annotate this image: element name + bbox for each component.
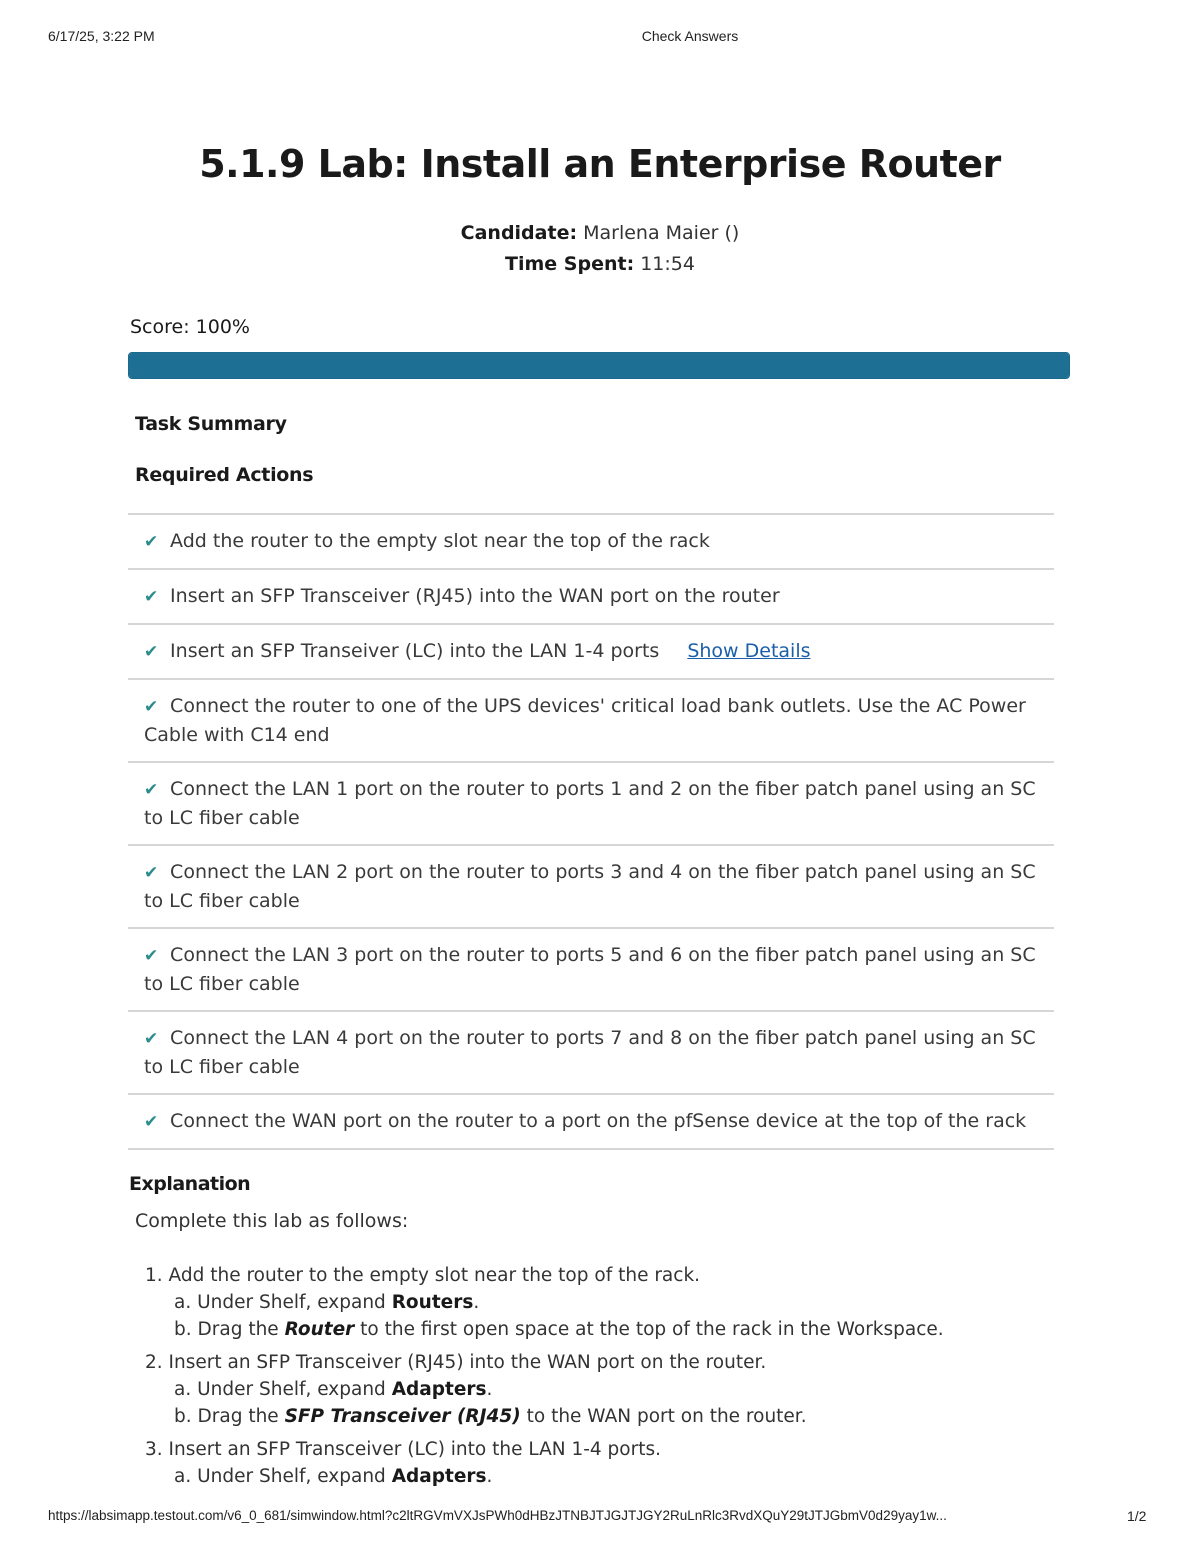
print-date: 6/17/25, 3:22 PM	[48, 28, 155, 44]
task-text: Add the router to the empty slot near the top of the rack	[170, 530, 710, 552]
substep-text: Under Shelf, expand	[197, 1292, 392, 1313]
required-actions-heading: Required Actions	[135, 464, 314, 486]
task-row	[128, 763, 1054, 846]
substep-a: a. Under Shelf, expand Adapters.	[174, 1379, 493, 1400]
step-line	[145, 1349, 1105, 1376]
substep-emphasis: Adapters	[391, 1466, 487, 1487]
substep-emphasis	[285, 1319, 355, 1340]
score-progress-bar	[128, 352, 1070, 379]
page-title: 5.1.9 Lab: Install an Enterprise Router	[199, 142, 1001, 186]
checkmark-icon: ✔	[144, 946, 159, 966]
step-number: 1.	[145, 1265, 163, 1286]
time-spent-label: Time Spent:	[505, 253, 635, 275]
task-text: Connect the LAN 3 port on the router to ports 5 and 6 on the fiber patch panel using an SC to LC fiber cable	[144, 944, 1036, 995]
step-number: 3.	[145, 1439, 163, 1460]
substep-b: b. Drag the Router to the first open space at the top of the rack in the Workspace.	[174, 1319, 944, 1340]
task-text: Connect the LAN 1 port on the router to ports 1 and 2 on the fiber patch panel using an SC to LC fiber cable	[144, 778, 1036, 829]
checkmark-icon: ✔	[144, 1029, 159, 1049]
explanation-intro: Complete this lab as follows:	[135, 1210, 409, 1232]
print-page-number: 1/2	[1127, 1508, 1147, 1524]
score-progress-fill	[129, 353, 1069, 378]
step-text: Insert an SFP Transceiver (LC) into the LAN 1-4 ports.	[168, 1439, 661, 1460]
task-text: Connect the LAN 2 port on the router to ports 3 and 4 on the fiber patch panel using an SC to LC fiber cable	[144, 861, 1036, 912]
substep-text: .	[486, 1379, 493, 1400]
score-text: Score: 100%	[130, 316, 250, 338]
task-row	[128, 1095, 1054, 1150]
task-text: Connect the WAN port on the router to a port on the pfSense device at the top of the rack	[170, 1110, 1027, 1132]
time-spent-line	[0, 253, 1200, 275]
task-text: Connect the LAN 4 port on the router to ports 7 and 8 on the fiber patch panel using an SC to LC fiber cable	[144, 1027, 1036, 1078]
substep-text: Under Shelf, expand	[197, 1379, 392, 1400]
task-row	[128, 846, 1054, 929]
explanation-step	[145, 1349, 1105, 1430]
task-row	[128, 680, 1054, 763]
explanation-step	[145, 1262, 1105, 1343]
substep-text: to the WAN port on the router.	[520, 1406, 807, 1427]
explanation-heading: Explanation	[129, 1173, 251, 1195]
substep-text: .	[486, 1466, 493, 1487]
print-header	[0, 28, 1200, 48]
step-line	[145, 1436, 1105, 1463]
checkmark-icon: ✔	[144, 532, 159, 552]
explanation-step	[145, 1436, 1105, 1490]
step-number: 2.	[145, 1352, 163, 1373]
task-row	[128, 570, 1054, 625]
substep-emphasis: Routers	[391, 1292, 474, 1313]
task-text: Insert an SFP Transeiver (LC) into the LAN 1-4 ports	[170, 640, 660, 662]
step-text: Insert an SFP Transceiver (RJ45) into the WAN port on the router.	[168, 1352, 767, 1373]
checkmark-icon: ✔	[144, 587, 159, 607]
task-text: Insert an SFP Transceiver (RJ45) into the WAN port on the router	[170, 585, 780, 607]
substep-text: .	[473, 1292, 480, 1313]
checkmark-icon: ✔	[144, 780, 159, 800]
task-row	[128, 515, 1054, 570]
task-text: Connect the router to one of the UPS devices' critical load bank outlets. Use the AC Power Cable with C14 end	[144, 695, 1026, 746]
substep-text: Drag the	[197, 1319, 285, 1340]
checkmark-icon: ✔	[144, 642, 159, 662]
substep-text: Drag the	[197, 1406, 285, 1427]
required-actions-list	[128, 513, 1054, 1150]
step-line	[145, 1262, 1105, 1289]
candidate-label: Candidate:	[460, 222, 578, 244]
substep-a: a. Under Shelf, expand Adapters.	[174, 1466, 493, 1487]
print-footer	[0, 1508, 1200, 1528]
candidate-value: Marlena Maier ()	[583, 222, 740, 244]
checkmark-icon: ✔	[144, 1112, 159, 1132]
substep-emphasis	[285, 1406, 521, 1427]
task-summary-heading: Task Summary	[135, 413, 287, 435]
task-row	[128, 929, 1054, 1012]
substep-item-name: Router	[284, 1319, 355, 1340]
step-text: Add the router to the empty slot near the top of the rack.	[168, 1265, 701, 1286]
substep-text: to the first open space at the top of the rack in the Workspace.	[354, 1319, 944, 1340]
checkmark-icon: ✔	[144, 697, 159, 717]
print-page-title: Check Answers	[641, 28, 739, 44]
time-spent-value: 11:54	[640, 253, 695, 275]
substep-emphasis: Adapters	[391, 1379, 487, 1400]
substep-b: b. Drag the SFP Transceiver (RJ45) to the WAN port on the router.	[174, 1406, 807, 1427]
explanation-steps	[145, 1262, 1105, 1496]
checkmark-icon: ✔	[144, 863, 159, 883]
task-row	[128, 625, 1054, 680]
candidate-line	[0, 222, 1200, 244]
task-row	[128, 1012, 1054, 1095]
show-details-link[interactable]: Show Details	[687, 640, 811, 662]
substep-item-name: SFP Transceiver (RJ45)	[284, 1406, 521, 1427]
substep-a: a. Under Shelf, expand Routers.	[174, 1292, 480, 1313]
substep-text: Under Shelf, expand	[197, 1466, 392, 1487]
print-url: https://labsimapp.testout.com/v6_0_681/simwindow.html?c2ltRGVmVXJsPWh0dHBzJTNBJTJGJTJGY2RuLnRlc3RvdXQuY29tJTJGbmV0d29yay1w...	[48, 1508, 947, 1523]
